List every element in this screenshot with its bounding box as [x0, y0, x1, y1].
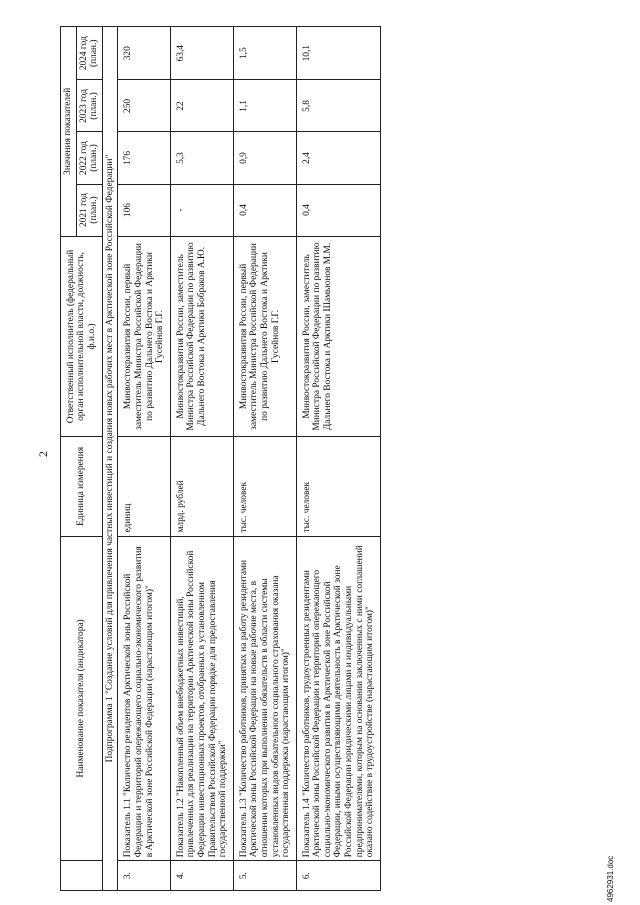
row-value-2024: 10,1 — [296, 27, 380, 80]
row-value-2023: 22 — [170, 80, 233, 132]
row-value-2022: 0,9 — [233, 132, 296, 184]
header-year-2024: 2024 год (план.) — [76, 27, 102, 80]
row-num: 5. — [233, 861, 296, 891]
row-executor: Минвостокразвития России, заместитель Министра Российской Федерации по развитию Дальнего Востока и Арктики Шамьюнов М.М. — [296, 236, 380, 437]
row-unit: тыс. человек — [296, 437, 380, 536]
table-row — [296, 27, 380, 891]
row-unit: единиц — [118, 437, 170, 536]
row-executor: Минвостокразвития России, первый заместитель Министра Российской Федерации по развитию Дальнего Востока и Арктики Гусейнов Г.Г. — [233, 236, 296, 437]
row-value-2021: 106 — [118, 184, 170, 236]
footer-filename: 4962931.doc — [606, 855, 615, 902]
row-value-2021: 0,4 — [296, 184, 380, 236]
row-value-2024: 63,4 — [170, 27, 233, 80]
row-value-2022: 5,3 — [170, 132, 233, 184]
page-number: 2 — [36, 451, 50, 457]
table-row — [170, 27, 233, 891]
row-num: 3. — [118, 861, 170, 891]
indicators-table — [60, 26, 381, 891]
header-num — [61, 861, 103, 891]
row-value-2021: - — [170, 184, 233, 236]
header-year-2022: 2022 год (план.) — [76, 132, 102, 184]
header-name: Наименование показателя (индикатора) — [61, 536, 103, 861]
row-num: 6. — [296, 861, 380, 891]
row-name: Показатель 1.2 "Накопленный объем внебюджетных инвестиций, привлеченных для реализации на территории Арктической зоны Российской Федерации инвестиционных проектов, отобранных в установленном Правительством Российской Федерации порядке для предоставления государственной поддержки" — [170, 536, 233, 861]
row-value-2021: 0,4 — [233, 184, 296, 236]
row-value-2023: 1,1 — [233, 80, 296, 132]
subprogram-heading: Подпрограмма 1 "Создание условий для привлечения частных инвестиций и создания новых рабочих мест в Арктической зоне Российской Федерации" — [102, 27, 118, 891]
header-unit: Единица измерения — [61, 437, 103, 536]
row-value-2023: 5,8 — [296, 80, 380, 132]
header-values-group: Значения показателей — [61, 27, 77, 237]
row-num: 4. — [170, 861, 233, 891]
row-value-2024: 320 — [118, 27, 170, 80]
row-name: Показатель 1.3 "Количество работников, принятых на работу резидентами Арктической зоны Российской Федерации на новые рабочие места, в отношении которых при выполнении обязательств в области системы установленных видов обязательного социального страхования оказана государственная поддержка (нарастающим итогом)" — [233, 536, 296, 861]
row-value-2023: 250 — [118, 80, 170, 132]
row-name: Показатель 1.4 "Количество работников, трудоустроенных резидентами Арктической зоны Российской Федерации и территорий опережающего социально-экономического развития в Арктической зоне Российской Федерации, иными осуществляющими деятельность в Арктической зоне Российской Федерации юридическими лицами и индивидуальными предпринимателями, которым на основании заключенных с ними соглашений оказано содействие в трудоустройстве (нарастающим итогом)" — [296, 536, 380, 861]
row-unit: тыс. человек — [233, 437, 296, 536]
row-unit: млрд. рублей — [170, 437, 233, 536]
row-value-2022: 176 — [118, 132, 170, 184]
row-name: Показатель 1.1 "Количество резидентов Арктической зоны Российской Федерации и территорий опережающего социально-экономического развития в Арктической зоне Российской Федерации (нарастающим итогом)" — [118, 536, 170, 861]
row-executor: Минвостокразвития России, первый заместитель Министра Российской Федерации по развитию Дальнего Востока и Арктики Гусейнов Г.Г. — [118, 236, 170, 437]
table-row — [118, 27, 170, 891]
row-executor: Минвостокразвития России, заместитель Министра Российской Федерации по развитию Дальнего Востока и Арктики Бобраков А.Ю. — [170, 236, 233, 437]
row-value-2022: 2,4 — [296, 132, 380, 184]
row-value-2024: 1,5 — [233, 27, 296, 80]
header-year-2021: 2021 год (план.) — [76, 184, 102, 236]
header-executor: Ответственный исполнитель (федеральный орган исполнительной власти, должность, ф.и.о.) — [61, 236, 103, 437]
table-row — [233, 27, 296, 891]
header-year-2023: 2023 год (план.) — [76, 80, 102, 132]
